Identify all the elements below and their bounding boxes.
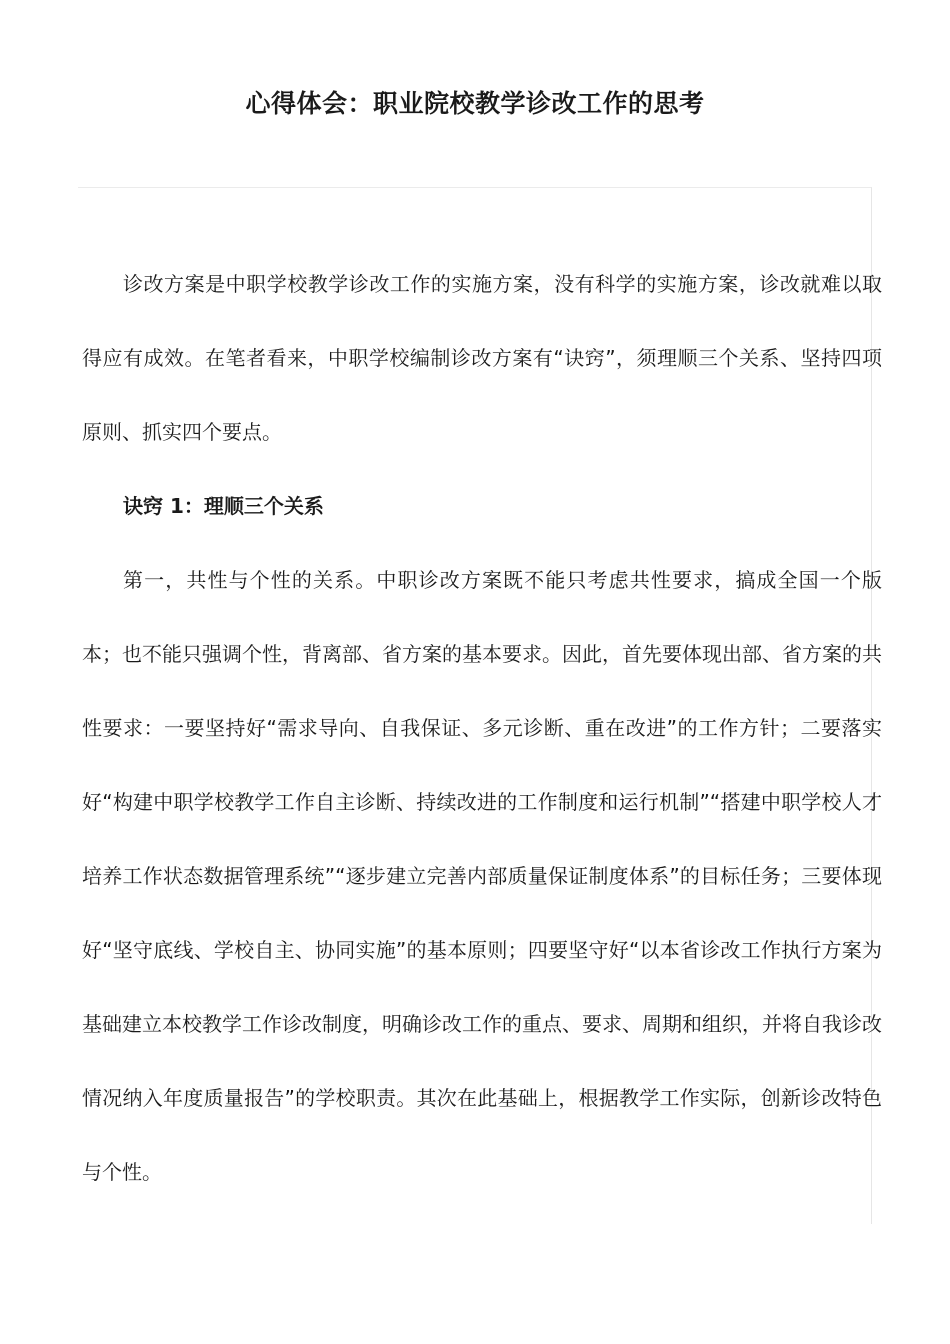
paragraph-relationship-1: 第一，共性与个性的关系。中职诊改方案既不能只考虑共性要求，搞成全国一个版本；也不能只强调个性，背离部、省方案的基本要求。因此，首先要体现出部、省方案的共性要求：一要坚持好“需求导向、自我保证、多元诊断、重在改进”的工作方针；二要落实好“构建中职学校教学工作自主诊断、持续改进的工作制度和运行机制”“搭建中职学校人才培养工作状态数据管理系统”“逐步建立完善内部质量保证制度体系”的目标任务；三要体现好“坚守底线、学校自主、协同实施”的基本原则；四要坚守好“以本省诊改工作执行方案为基础建立本校教学工作诊改制度，明确诊改工作的重点、要求、周期和组织，并将自我诊改情况纳入年度质量报告”的学校职责。其次在此基础上，根据教学工作实际，创新诊改特色与个性。 (82, 568, 882, 1184)
section-heading: 诀窍 1：理顺三个关系 (123, 494, 324, 518)
document-body (82, 247, 882, 1209)
document-title: 心得体会：职业院校教学诊改工作的思考 (245, 89, 705, 118)
paragraph-intro: 诊改方案是中职学校教学诊改工作的实施方案，没有科学的实施方案，诊改就难以取得应有成效。在笔者看来，中职学校编制诊改方案有“诀窍”，须理顺三个关系、坚持四项原则、抓实四个要点。 (82, 272, 882, 444)
